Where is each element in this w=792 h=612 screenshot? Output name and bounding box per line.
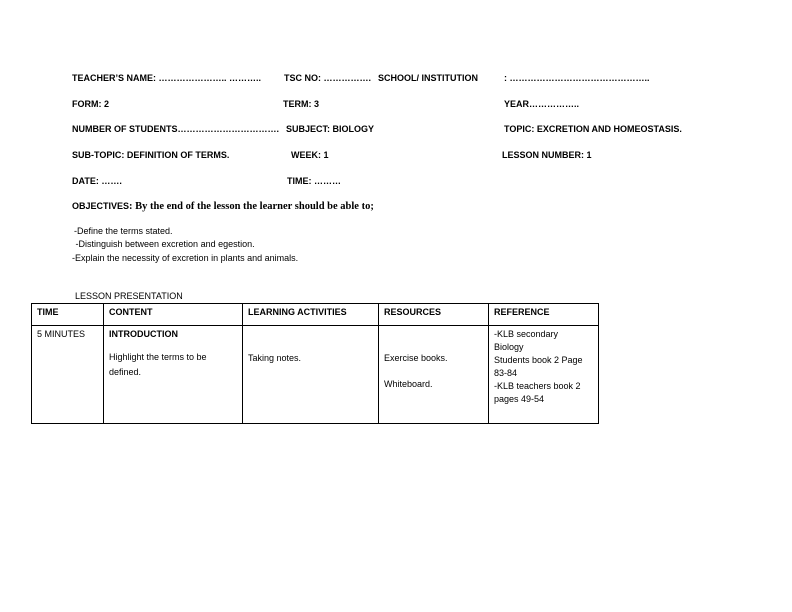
reference-line: 83-84 (494, 368, 518, 378)
table-header-row (32, 304, 599, 326)
column-header-reference: REFERENCE (489, 304, 599, 326)
objectives-label: OBJECTIVES (72, 201, 130, 211)
term-field: TERM: 3 (283, 99, 319, 109)
lesson-presentation-title: LESSON PRESENTATION (75, 291, 183, 301)
content-heading: INTRODUCTION (109, 329, 178, 339)
resource-item: Exercise books. (384, 353, 448, 363)
school-value-field: : ……………………………………….. (504, 73, 650, 83)
reference-line: -KLB secondary (494, 329, 559, 339)
objectives-heading (72, 201, 374, 212)
reference-line: Students book 2 Page (494, 355, 583, 365)
date-field: DATE: ……. (72, 176, 122, 186)
objective-item: -Distinguish between excretion and egestion. (73, 239, 255, 249)
reference-line: pages 49-54 (494, 394, 545, 404)
column-header-learning-activities: LEARNING ACTIVITIES (243, 304, 379, 326)
teacher-name-field: TEACHER’S NAME: ………………….. ……….. (72, 73, 262, 83)
objectives-text: : By the end of the lesson the learner should be able to; (129, 201, 374, 212)
column-header-content: CONTENT (104, 304, 243, 326)
content-cell (104, 326, 243, 424)
column-header-resources: RESOURCES (379, 304, 489, 326)
lesson-number-field: LESSON NUMBER: 1 (502, 150, 592, 160)
objective-item: -Explain the necessity of excretion in plants and animals. (72, 253, 299, 263)
subtopic-field: SUB-TOPIC: DEFINITION OF TERMS. (72, 150, 230, 160)
tsc-number-field: TSC NO: ……………. (284, 73, 371, 83)
resource-item: Whiteboard. (384, 379, 433, 389)
column-header-time: TIME (32, 304, 104, 326)
content-line: Highlight the terms to be (109, 352, 207, 362)
time-field: TIME: ……… (287, 176, 341, 186)
time-value: 5 MINUTES (37, 329, 86, 339)
reference-line: Biology (494, 342, 524, 352)
resources-cell (379, 326, 489, 424)
time-cell (32, 326, 104, 424)
objective-item: -Define the terms stated. (74, 226, 173, 236)
form-field: FORM: 2 (72, 99, 109, 109)
table-row (32, 326, 599, 424)
activity-text: Taking notes. (248, 353, 302, 363)
school-label: SCHOOL/ INSTITUTION (378, 73, 478, 83)
lesson-plan-table (31, 303, 599, 424)
reference-cell (489, 326, 599, 424)
topic-field: TOPIC: EXCRETION AND HOMEOSTASIS. (504, 124, 682, 134)
learning-activities-cell (243, 326, 379, 424)
year-field: YEAR…………….. (504, 99, 580, 109)
content-line: defined. (109, 367, 142, 377)
week-field: WEEK: 1 (291, 150, 329, 160)
reference-line: -KLB teachers book 2 (494, 381, 581, 391)
number-of-students-field: NUMBER OF STUDENTS……………………………. (72, 124, 279, 134)
subject-field: SUBJECT: BIOLOGY (286, 124, 375, 134)
